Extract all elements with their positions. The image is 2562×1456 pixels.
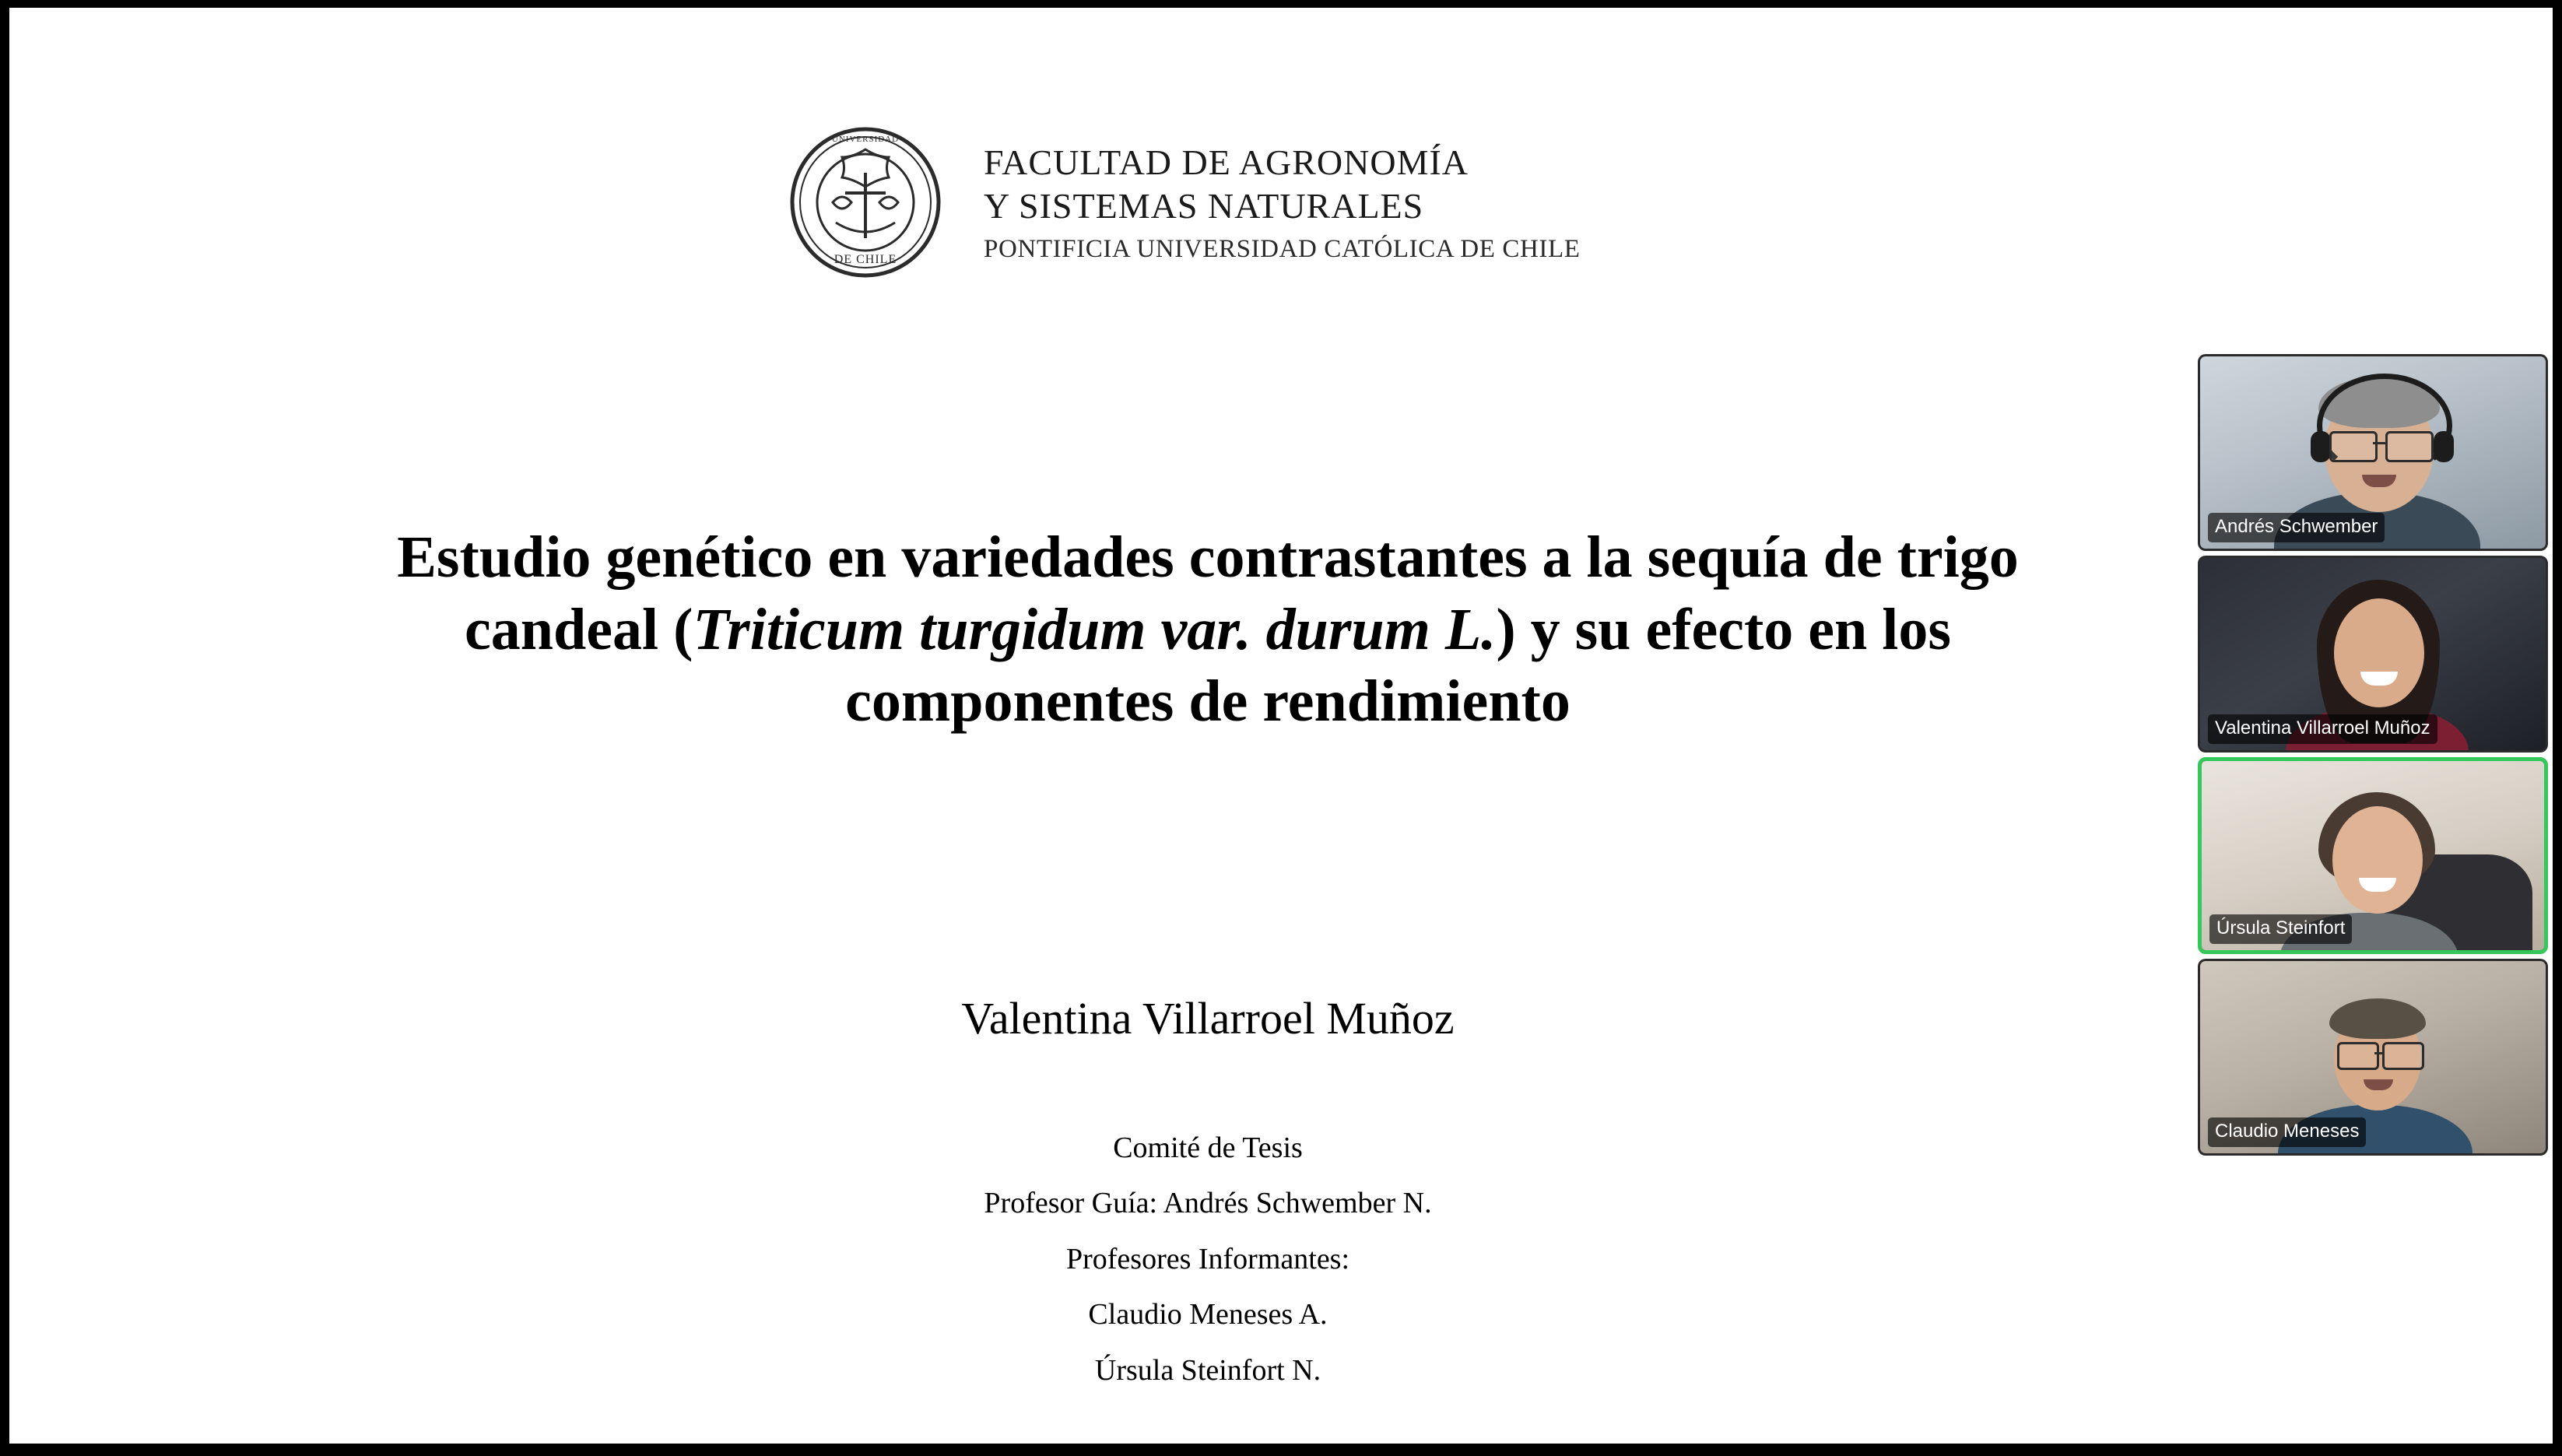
slide-title [305, 521, 2111, 738]
participant-name: Úrsula Steinfort [2209, 914, 2352, 944]
committee-advisor: Profesor Guía: Andrés Schwember N. [984, 1187, 1432, 1220]
institution-logo [788, 109, 1815, 296]
title-part-2: ) y su efecto en los componentes de rendimiento [845, 596, 1951, 735]
slide-author: Valentina Villarroel Muñoz [961, 993, 1455, 1044]
committee-heading: Comité de Tesis [1113, 1131, 1303, 1164]
participant-name: Andrés Schwember [2208, 513, 2385, 542]
svg-text:DE CHILE: DE CHILE [834, 253, 897, 266]
svg-text:UNIVERSIDAD: UNIVERSIDAD [831, 135, 900, 144]
participant-tile-claudio-meneses[interactable] [2198, 959, 2548, 1156]
university-crest-icon [788, 125, 943, 280]
shared-slide [9, 8, 2553, 1444]
logo-line-1: FACULTAD DE AGRONOMÍA [984, 142, 1469, 182]
participant-name: Valentina Villarroel Muñoz [2208, 714, 2437, 744]
title-part-1: Estudio genético en variedades contrastantes a la sequía de trigo candeal ( [397, 525, 2019, 662]
participant-tile-valentina-villarroel-munoz[interactable] [2198, 556, 2548, 753]
committee-informant-1: Claudio Meneses A. [1088, 1298, 1328, 1331]
committee-block [305, 1121, 2111, 1398]
participant-name: Claudio Meneses [2208, 1117, 2366, 1147]
logo-line-2: Y SISTEMAS NATURALES [984, 186, 1424, 226]
participant-filmstrip[interactable] [2198, 354, 2548, 1156]
title-italic-species: Triticum turgidum var. durum L. [693, 596, 1497, 662]
participant-tile-ursula-steinfort[interactable] [2198, 757, 2548, 954]
participant-tile-andres-schwember[interactable] [2198, 354, 2548, 551]
logo-line-3: PONTIFICIA UNIVERSIDAD CATÓLICA DE CHILE [984, 235, 1581, 264]
logo-text [984, 141, 1580, 264]
committee-informant-2: Úrsula Steinfort N. [1094, 1353, 1321, 1387]
committee-informants-label: Profesores Informantes: [1065, 1242, 1350, 1275]
